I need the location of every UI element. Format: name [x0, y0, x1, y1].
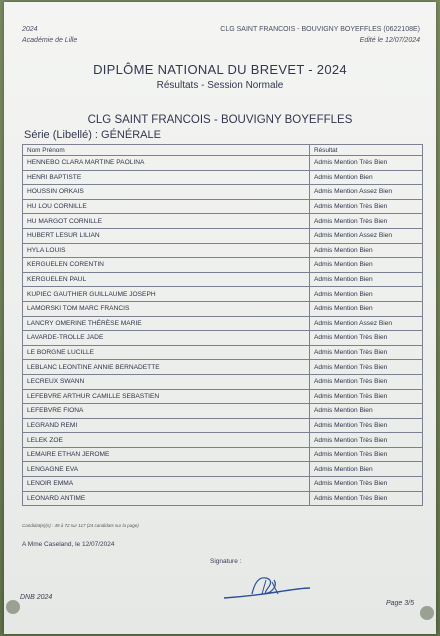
table-row	[23, 331, 423, 346]
table-row	[23, 199, 423, 214]
result-cell: Admis Mention Très Bien	[310, 447, 423, 462]
place-date: A Mme Caseland, le 12/07/2024	[22, 541, 115, 548]
result-cell: Admis Mention Bien	[310, 272, 423, 287]
table-row	[23, 272, 423, 287]
student-name-cell: LEGRAND REMI	[23, 418, 310, 433]
student-name-cell: LAVARDE-TROLLE JADE	[23, 331, 310, 346]
result-cell: Admis Mention Très Bien	[310, 360, 423, 375]
result-cell: Admis Mention Très Bien	[310, 477, 423, 492]
table-row	[23, 214, 423, 229]
signature-label: Signature :	[210, 558, 242, 565]
result-cell: Admis Mention Très Bien	[310, 345, 423, 360]
result-cell: Admis Mention Très Bien	[310, 331, 423, 346]
document-subtitle: Résultats - Session Normale	[156, 80, 284, 91]
result-cell: Admis Mention Bien	[310, 287, 423, 302]
table-row	[23, 447, 423, 462]
table-row	[23, 389, 423, 404]
table-row	[23, 477, 423, 492]
table-row	[23, 258, 423, 273]
footer-page-number: Page 3/5	[385, 600, 414, 607]
tape-mark-left	[6, 600, 20, 614]
student-name-cell: HYLA LOUIS	[23, 243, 310, 258]
result-cell: Admis Mention Bien	[310, 258, 423, 273]
result-cell: Admis Mention Très Bien	[310, 374, 423, 389]
result-cell: Admis Mention Assez Bien	[310, 316, 423, 331]
result-cell: Admis Mention Bien	[310, 301, 423, 316]
student-name-cell: HU MARGOT CORNILLE	[23, 214, 310, 229]
footer-dnb: DNB 2024	[20, 594, 53, 601]
header-school-code: CLG SAINT FRANCOIS - BOUVIGNY BOYEFFLES (0622108E)	[220, 26, 420, 33]
signature-image	[222, 568, 312, 608]
header-academy: Académie de Lille	[22, 37, 78, 44]
student-name-cell: KERGUELEN CORENTIN	[23, 258, 310, 273]
result-cell: Admis Mention Très Bien	[310, 433, 423, 448]
table-row	[23, 185, 423, 200]
result-cell: Admis Mention Très Bien	[310, 418, 423, 433]
document-title: DIPLÔME NATIONAL DU BREVET - 2024	[93, 62, 347, 77]
result-cell: Admis Mention Bien	[310, 404, 423, 419]
student-name-cell: LENGAGNE EVA	[23, 462, 310, 477]
student-name-cell: LE BORGNE LUCILLE	[23, 345, 310, 360]
results-sheet	[4, 2, 436, 634]
student-name-cell: KUPIEC GAUTHIER GUILLAUME JOSEPH	[23, 287, 310, 302]
table-row	[23, 462, 423, 477]
college-name: CLG SAINT FRANCOIS - BOUVIGNY BOYEFFLES	[87, 114, 353, 126]
column-header-result: Résultat	[310, 145, 423, 156]
result-cell: Admis Mention Très Bien	[310, 214, 423, 229]
header-left	[22, 24, 77, 46]
student-name-cell: HENNEBO CLARA MARTINE PAOLINA	[23, 156, 310, 171]
table-row	[23, 374, 423, 389]
student-name-cell: LEFEBVRE ARTHUR CAMILLE SEBASTIEN	[23, 389, 310, 404]
table-row	[23, 287, 423, 302]
table-row	[23, 345, 423, 360]
result-cell: Admis Mention Très Bien	[310, 156, 423, 171]
table-body	[23, 156, 423, 506]
serie-label: Série (Libellé) : GÉNÉRALE	[24, 129, 161, 141]
student-name-cell: LECREUX SWANN	[23, 374, 310, 389]
table-row	[23, 301, 423, 316]
candidates-footnote: Candidat(e)(s) : 49 à 72 sur 117 (24 candidats sur la page)	[22, 523, 139, 528]
table-row	[23, 433, 423, 448]
student-name-cell: HUBERT LESUR LILIAN	[23, 228, 310, 243]
student-name-cell: HOUSSIN ORKAIS	[23, 185, 310, 200]
column-header-name: Nom Prénom	[23, 145, 310, 156]
student-name-cell: HENRI BAPTISTE	[23, 170, 310, 185]
student-name-cell: LEFEBVRE FIONA	[23, 404, 310, 419]
result-cell: Admis Mention Assez Bien	[310, 228, 423, 243]
result-cell: Admis Mention Très Bien	[310, 389, 423, 404]
student-name-cell: LAMORSKI TOM MARC FRANCIS	[23, 301, 310, 316]
header-right	[220, 24, 420, 46]
student-name-cell: KERGUELEN PAUL	[23, 272, 310, 287]
tape-mark-right	[420, 606, 434, 620]
table-header-row	[23, 145, 423, 156]
table-row	[23, 170, 423, 185]
header-year: 2024	[22, 26, 38, 33]
student-name-cell: LENOIR EMMA	[23, 477, 310, 492]
table-row	[23, 418, 423, 433]
table-row	[23, 404, 423, 419]
result-cell: Admis Mention Bien	[310, 462, 423, 477]
header-edit-date: Edité le 12/07/2024	[359, 37, 420, 44]
table-row	[23, 243, 423, 258]
result-cell: Admis Mention Bien	[310, 170, 423, 185]
student-name-cell: LEMAIRE ETHAN JEROME	[23, 447, 310, 462]
student-name-cell: LELEK ZOE	[23, 433, 310, 448]
table-row	[23, 228, 423, 243]
student-name-cell: LEBLANC LEONTINE ANNIE BERNADETTE	[23, 360, 310, 375]
student-name-cell: LEONARD ANTIME	[23, 491, 310, 506]
results-table	[22, 144, 423, 506]
table-row	[23, 360, 423, 375]
student-name-cell: HU LOU CORNILLE	[23, 199, 310, 214]
result-cell: Admis Mention Très Bien	[310, 199, 423, 214]
table-row	[23, 491, 423, 506]
table-row	[23, 156, 423, 171]
table-row	[23, 316, 423, 331]
result-cell: Admis Mention Assez Bien	[310, 185, 423, 200]
result-cell: Admis Mention Bien	[310, 243, 423, 258]
result-cell: Admis Mention Très Bien	[310, 491, 423, 506]
student-name-cell: LANCRY OMERINE THÉRÈSE MARIE	[23, 316, 310, 331]
